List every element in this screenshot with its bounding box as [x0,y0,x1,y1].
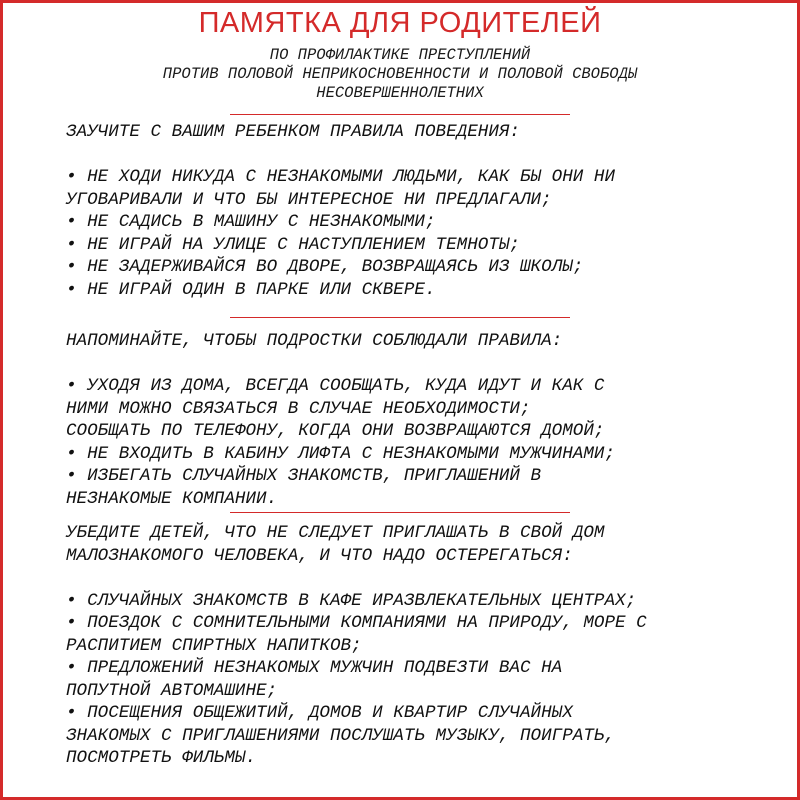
list-item: • СЛУЧАЙНЫХ ЗНАКОМСТВ В КАФЕ ИРАЗВЛЕКАТЕЛЬНЫХ ЦЕНТРАХ; [66,590,637,611]
list-item: • НЕ ХОДИ НИКУДА С НЕЗНАКОМЫМИ ЛЮДЬМИ, КАК БЫ ОНИ НИ [66,167,616,187]
divider-1 [230,317,570,318]
list-item: • УХОДЯ ИЗ ДОМА, ВСЕГДА СООБЩАТЬ, КУДА ИДУТ И КАК С [66,376,605,396]
subtitle-line: НЕСОВЕРШЕННОЛЕТНИХ [316,84,484,102]
divider-top [230,114,570,115]
list-item: РАСПИТИЕМ СПИРТНЫХ НАПИТКОВ; [66,635,362,656]
list-item: НЕЗНАКОМЫЕ КОМПАНИИ. [66,488,278,509]
list-item: • НЕ ИГРАЙ НА УЛИЦЕ С НАСТУПЛЕНИЕМ ТЕМНОТЫ; [66,234,520,255]
list-item: ЗНАКОМЫХ С ПРИГЛАШЕНИЯМИ ПОСЛУШАТЬ МУЗЫКУ, ПОИГРАТЬ, [66,725,616,746]
section-heading: УБЕДИТЕ ДЕТЕЙ, ЧТО НЕ СЛЕДУЕТ ПРИГЛАШАТЬ В СВОЙ ДОМ [66,523,605,543]
list-item: ПОПУТНОЙ АВТОМАШИНЕ; [66,680,278,701]
section-heading: ЗАУЧИТЕ С ВАШИМ РЕБЕНКОМ ПРАВИЛА ПОВЕДЕНИЯ: [66,122,520,142]
list-item: • НЕ ЗАДЕРЖИВАЙСЯ ВО ДВОРЕ, ВОЗВРАЩАЯСЬ ИЗ ШКОЛЫ; [66,257,584,277]
section-rules-teens [66,330,786,510]
list-item: • НЕ САДИСЬ В МАШИНУ С НЕЗНАКОМЫМИ; [66,212,436,232]
spacer [66,144,786,167]
subtitle-line: ПРОТИВ ПОЛОВОЙ НЕПРИКОСНОВЕННОСТИ И ПОЛОВОЙ СВОБОДЫ [162,65,638,83]
list-item: НИМИ МОЖНО СВЯЗАТЬСЯ В СЛУЧАЕ НЕОБХОДИМОСТИ; [66,398,531,419]
spacer [66,567,786,590]
divider-2 [230,512,570,513]
section-heading: НАПОМИНАЙТЕ, ЧТОБЫ ПОДРОСТКИ СОБЛЮДАЛИ ПРАВИЛА: [66,331,563,351]
spacer [66,353,786,376]
section-warnings [66,522,786,770]
section-rules-child [66,121,786,301]
list-item: СООБЩАТЬ ПО ТЕЛЕФОНУ, КОГДА ОНИ ВОЗВРАЩАЮТСЯ ДОМОЙ; [66,421,605,441]
list-item: • ПРЕДЛОЖЕНИЙ НЕЗНАКОМЫХ МУЖЧИН ПОДВЕЗТИ ВАС НА [66,658,563,678]
list-item: • ПОСЕЩЕНИЯ ОБЩЕЖИТИЙ, ДОМОВ И КВАРТИР СЛУЧАЙНЫХ [66,703,573,723]
list-item: • ПОЕЗДОК С СОМНИТЕЛЬНЫМИ КОМПАНИЯМИ НА ПРИРОДУ, МОРЕ С [66,613,647,633]
subtitle-line: ПО ПРОФИЛАКТИКЕ ПРЕСТУПЛЕНИЙ [269,46,531,64]
list-item: • НЕ ИГРАЙ ОДИН В ПАРКЕ ИЛИ СКВЕРЕ. [66,279,436,300]
list-item: • ИЗБЕГАТЬ СЛУЧАЙНЫХ ЗНАКОМСТВ, ПРИГЛАШЕНИЙ В [66,466,542,486]
list-item: ПОСМОТРЕТЬ ФИЛЬМЫ. [66,748,257,768]
page-subtitle [0,46,800,103]
list-item: • НЕ ВХОДИТЬ В КАБИНУ ЛИФТА С НЕЗНАКОМЫМИ МУЖЧИНАМИ; [66,443,616,464]
section-heading: МАЛОЗНАКОМОГО ЧЕЛОВЕКА, И ЧТО НАДО ОСТЕРЕГАТЬСЯ: [66,545,573,566]
page-title: ПАМЯТКА ДЛЯ РОДИТЕЛЕЙ [198,7,602,39]
list-item: УГОВАРИВАЛИ И ЧТО БЫ ИНТЕРЕСНОЕ НИ ПРЕДЛАГАЛИ; [66,189,552,210]
